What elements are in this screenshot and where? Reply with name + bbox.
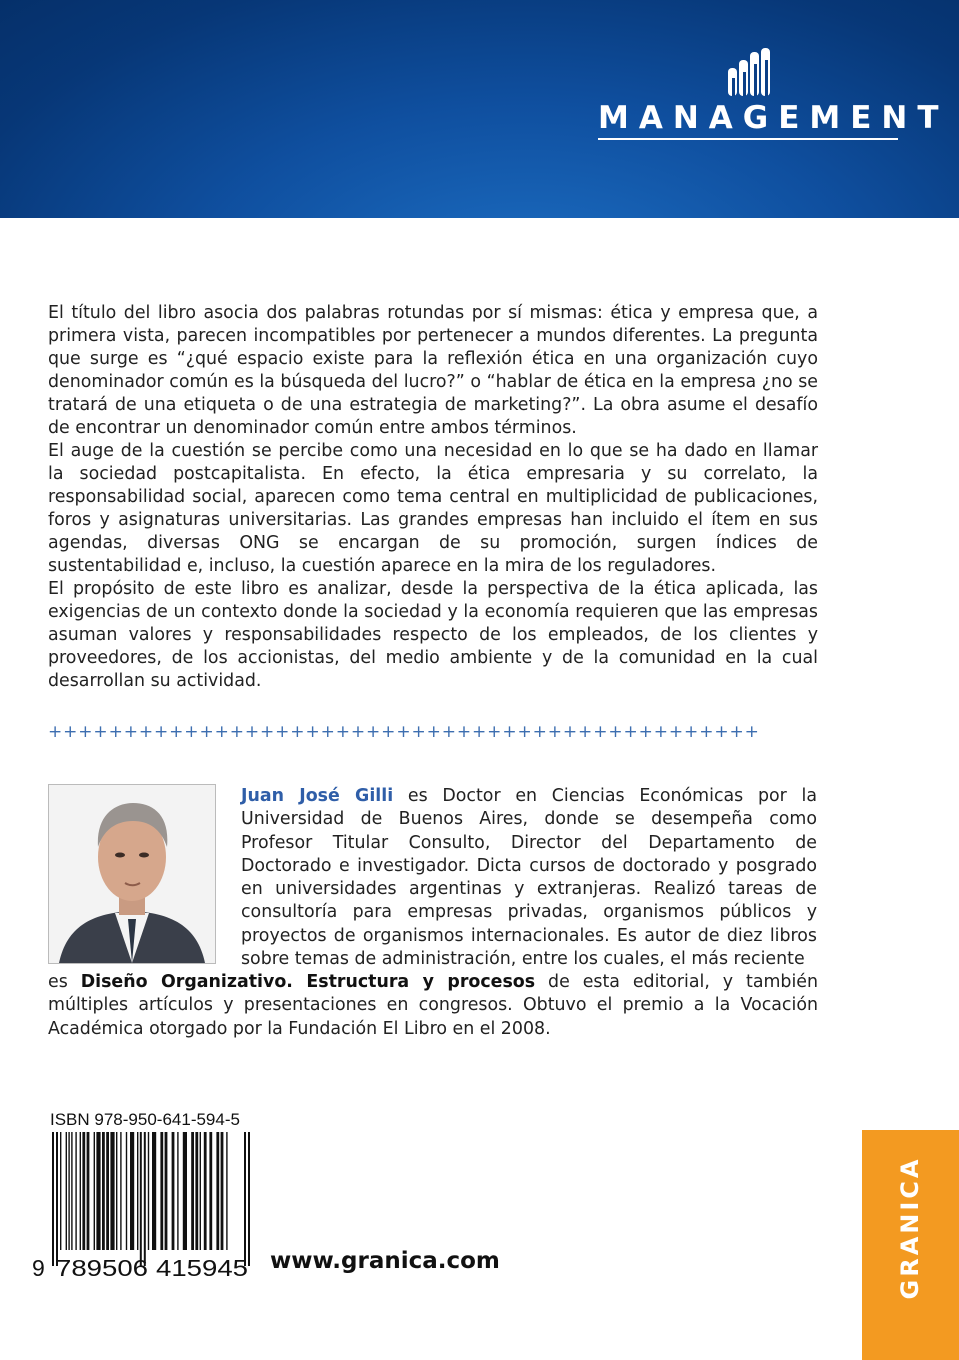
management-logo [598, 48, 949, 140]
building-bars-icon [598, 48, 898, 98]
barcode-bar [160, 1132, 163, 1250]
logo-wordmark: MANAGEMENT [598, 100, 949, 136]
barcode-bar [66, 1132, 67, 1250]
description-paragraph-3: El propósito de este libro es analizar, desde la perspectiva de la ética aplicada, las exigencias de un contexto donde la sociedad y la economía requieren que las empresas asuman valores y responsabilidades respecto de los empleados, de los clientes y proveedores, de los accionistas, del medio ambiente y de la comunidad en la cual desarrollan su actividad. [48, 579, 818, 691]
barcode-bar [183, 1132, 187, 1250]
barcode-bar [130, 1132, 134, 1250]
barcode-bar [177, 1132, 178, 1250]
barcode-bar [87, 1132, 90, 1250]
barcode-bar [106, 1132, 109, 1250]
barcode-bar [110, 1132, 114, 1250]
barcode-bar [116, 1132, 117, 1250]
publisher-tab [862, 1130, 959, 1360]
book-title: Diseño Organizativo. Estructura y procesos [80, 972, 536, 992]
barcode-bar [216, 1132, 219, 1250]
barcode-bar [96, 1132, 100, 1250]
description-paragraph-2: El auge de la cuestión se percibe como una necesidad en lo que se ha dado en llamar la sociedad postcapitalista. En efecto, la ética empresaria y su correlato, la responsabilidad social, aparecen como tema central en multiplicidad de publicaciones, foros y asignaturas universitarias. Las grandes empresas han incluido el ítem en sus agendas, diversas ONG se encargan de su promoción, surgen índices de sustentabilidad e, incluso, la cuestión aparece en la mira de los reguladores. [48, 441, 818, 576]
isbn-label: ISBN 978-950-641-594-5 [50, 1110, 240, 1129]
barcode-bar [152, 1132, 156, 1250]
author-bio-end: de esta editorial, y también múltiples artículos y presentaciones en congresos. Obtuvo el premio a la Vocación Académica otorgado por la Fundación El Libro en el 2008. [48, 972, 819, 1039]
barcode-guard-bar [52, 1132, 54, 1266]
barcode-bar [165, 1132, 168, 1250]
publisher-name: GRANICA [896, 1156, 924, 1300]
barcode-digits-left: 789506 [56, 1255, 148, 1281]
barcode-digits-right: 415945 [156, 1255, 248, 1281]
barcode-bar [200, 1132, 201, 1250]
barcode-bar [148, 1132, 149, 1250]
description-paragraph-1: El título del libro asocia dos palabras rotundas por sí mismas: ética y empresa que, a primera vista, parecen incompatibles por pertenecer a mundos diferentes. La pregunta que surge es “¿qué espacio existe para la reflexión ética en una organización cuyo denominador común es la búsqueda del lucro?” o “hablar de ética en la empresa ¿no se tratará de una etiqueta o de una estrategia de marketing?”. La obra asume el desafío de encontrar un denominador común entre ambos términos. [48, 303, 818, 438]
barcode-guard-bar [140, 1132, 142, 1266]
barcode-bar [195, 1132, 198, 1250]
plus-separator: +++++++++++++++++++++++++++++++++++++++++++++++ [48, 722, 760, 742]
logo-underline [598, 138, 898, 140]
barcode-bar [126, 1132, 127, 1250]
author-portrait-icon [49, 785, 215, 963]
author-bio-prefix: es [48, 972, 81, 992]
barcode-bar [204, 1132, 207, 1250]
barcode-bar [68, 1132, 69, 1250]
barcode-bar [102, 1132, 105, 1250]
cover-header-band [0, 0, 959, 218]
author-bio-head [241, 785, 817, 971]
barcode-bar [60, 1132, 61, 1250]
barcode-guard-bar [56, 1132, 58, 1266]
barcode-guard-bar [244, 1132, 246, 1266]
barcode-bar [82, 1132, 85, 1250]
barcode-bar [209, 1132, 212, 1250]
barcode-bar [75, 1132, 76, 1250]
barcode-bar [71, 1132, 72, 1250]
barcode-bar [137, 1132, 138, 1250]
barcode-bar [94, 1132, 95, 1250]
barcode-bar [172, 1132, 175, 1250]
barcode-digit-lead: 9 [32, 1255, 45, 1281]
barcode-bar [191, 1132, 194, 1250]
author-bio-text: es Doctor en Ciencias Económicas por la Universidad de Buenos Aires, donde se desempeña como Profesor Titular Consulto, Director del Departamento de Doctorado e investigador. Dicta cursos de doctorado y posgrado en universidades argentinas y extranjeras. Realizó tareas de consultoría para empresas privadas, organismos públicos y proyectos de organismos internacionales. Es autor de diez libros sobre temas de administración, entre los cuales, el más reciente [241, 786, 817, 970]
barcode-guard-bar [248, 1132, 250, 1266]
barcode-bar [226, 1132, 227, 1250]
isbn-barcode [30, 1132, 256, 1282]
author-name: Juan José Gilli [241, 786, 394, 806]
barcode-guard-bar [144, 1132, 146, 1266]
author-photo [48, 784, 216, 964]
author-bio-tail [48, 971, 818, 1041]
barcode-bar [221, 1132, 224, 1250]
barcode-bar [120, 1132, 121, 1250]
publisher-url: www.granica.com [270, 1248, 500, 1274]
barcode-bar [80, 1132, 81, 1250]
